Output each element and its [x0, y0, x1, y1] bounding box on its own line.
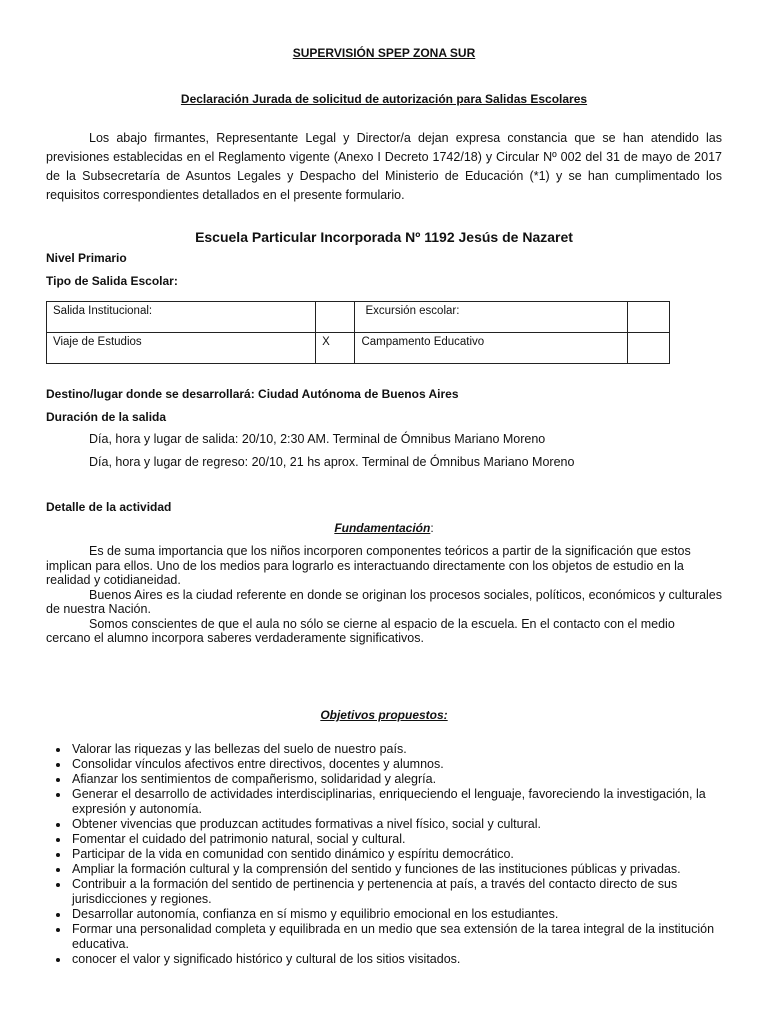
regreso-detail: Día, hora y lugar de regreso: 20/10, 21 hs aprox. Terminal de Ómnibus Mariano Moreno	[89, 455, 575, 469]
intro-text: Los abajo firmantes, Representante Legal y Director/a dejan expresa constancia que se han atendido las previsiones establecidas en el Reglamento vigente (Anexo I Decreto 1742/18) y Circular Nº 002 del 31 de mayo de 2017 de la Subsecretaría de Asuntos Legales y Despacho del Ministerio de Educación (*1) y se han cumplimentado los requisitos correspondientes detallados en el presente formulario.	[46, 131, 722, 202]
campamento-educativo-cell: Campamento Educativo	[355, 333, 627, 364]
fundamentacion-paragraph	[46, 588, 722, 617]
salida-institucional-mark	[316, 302, 355, 333]
detalle-label: Detalle de la actividad	[46, 500, 172, 514]
supervision-header: SUPERVISIÓN SPEP ZONA SUR	[292, 46, 476, 60]
paragraph-text: Somos conscientes de que el aula no sólo se cierne al espacio de la escuela. En el contacto con el medio cercano el alumno incorpora saberes verdaderamente significativos.	[46, 616, 675, 645]
declaration-title: Declaración Jurada de solicitud de autorización para Salidas Escolares	[180, 92, 588, 106]
salida-detail: Día, hora y lugar de salida: 20/10, 2:30 AM. Terminal de Ómnibus Mariano Moreno	[89, 432, 546, 446]
objetivos-title: Objetivos propuestos:	[320, 708, 448, 722]
list-item: Fomentar el cuidado del patrimonio natural, social y cultural.	[46, 832, 726, 847]
duracion-label: Duración de la salida	[46, 410, 167, 424]
fundamentacion-paragraph	[46, 544, 722, 588]
excursion-escolar-mark	[627, 302, 669, 333]
table-row	[47, 302, 670, 333]
fundamentacion-colon: :	[430, 521, 434, 535]
paragraph-text: Es de suma importancia que los niños incorporen componentes teóricos a partir de la significación que estos implican para ellos. Uno de los medios para lograrlo es interactuando directamente con los objetos de estudio en la realidad y cotidianeidad.	[46, 544, 691, 587]
list-item: conocer el valor y significado histórico y cultural de los sitios visitados.	[46, 952, 726, 967]
salida-institucional-cell: Salida Institucional:	[47, 302, 316, 333]
list-item: Valorar las riquezas y las bellezas del suelo de nuestro país.	[46, 742, 726, 757]
paragraph-text: Buenos Aires es la ciudad referente en donde se originan los procesos sociales, políticos, económicos y culturales de nuestra Nación.	[46, 587, 722, 616]
salida-type-table	[46, 301, 670, 364]
campamento-educativo-mark	[627, 333, 669, 364]
intro-paragraph	[46, 129, 722, 205]
viaje-estudios-mark: X	[316, 333, 355, 364]
tipo-salida-label: Tipo de Salida Escolar:	[46, 274, 178, 288]
nivel-label: Nivel Primario	[46, 251, 127, 265]
fundamentacion-paragraph	[46, 617, 722, 646]
fundamentacion-heading	[0, 521, 768, 535]
viaje-estudios-cell: Viaje de Estudios	[47, 333, 316, 364]
school-name: Escuela Particular Incorporada Nº 1192 Jesús de Nazaret	[195, 229, 573, 245]
excursion-escolar-cell: Excursión escolar:	[355, 302, 627, 333]
table-row	[47, 333, 670, 364]
fundamentacion-title: Fundamentación	[334, 521, 431, 535]
list-item: Afianzar los sentimientos de compañerismo, solidaridad y alegría.	[46, 772, 726, 787]
list-item: Contribuir a la formación del sentido de pertinencia y pertenencia at país, a través del contacto directo de sus jurisdicciones y regiones.	[46, 877, 726, 907]
list-item: Obtener vivencias que produzcan actitudes formativas a nivel físico, social y cultural.	[46, 817, 726, 832]
list-item: Consolidar vínculos afectivos entre directivos, docentes y alumnos.	[46, 757, 726, 772]
destino-line: Destino/lugar donde se desarrollará: Ciudad Autónoma de Buenos Aires	[46, 387, 459, 401]
list-item: Generar el desarrollo de actividades interdisciplinarias, enriqueciendo el lenguaje, favoreciendo la investigación, la expresión y autonomía.	[46, 787, 726, 817]
list-item: Formar una personalidad completa y equilibrada en un medio que sea extensión de la tarea integral de la institución educativa.	[46, 922, 726, 952]
list-item: Ampliar la formación cultural y la comprensión del sentido y funciones de las instituciones públicas y privadas.	[46, 862, 726, 877]
fundamentacion-body	[46, 544, 722, 646]
list-item: Participar de la vida en comunidad con sentido dinámico y espíritu democrático.	[46, 847, 726, 862]
list-item: Desarrollar autonomía, confianza en sí mismo y equilibrio emocional en los estudiantes.	[46, 907, 726, 922]
objetivos-list	[46, 742, 726, 967]
